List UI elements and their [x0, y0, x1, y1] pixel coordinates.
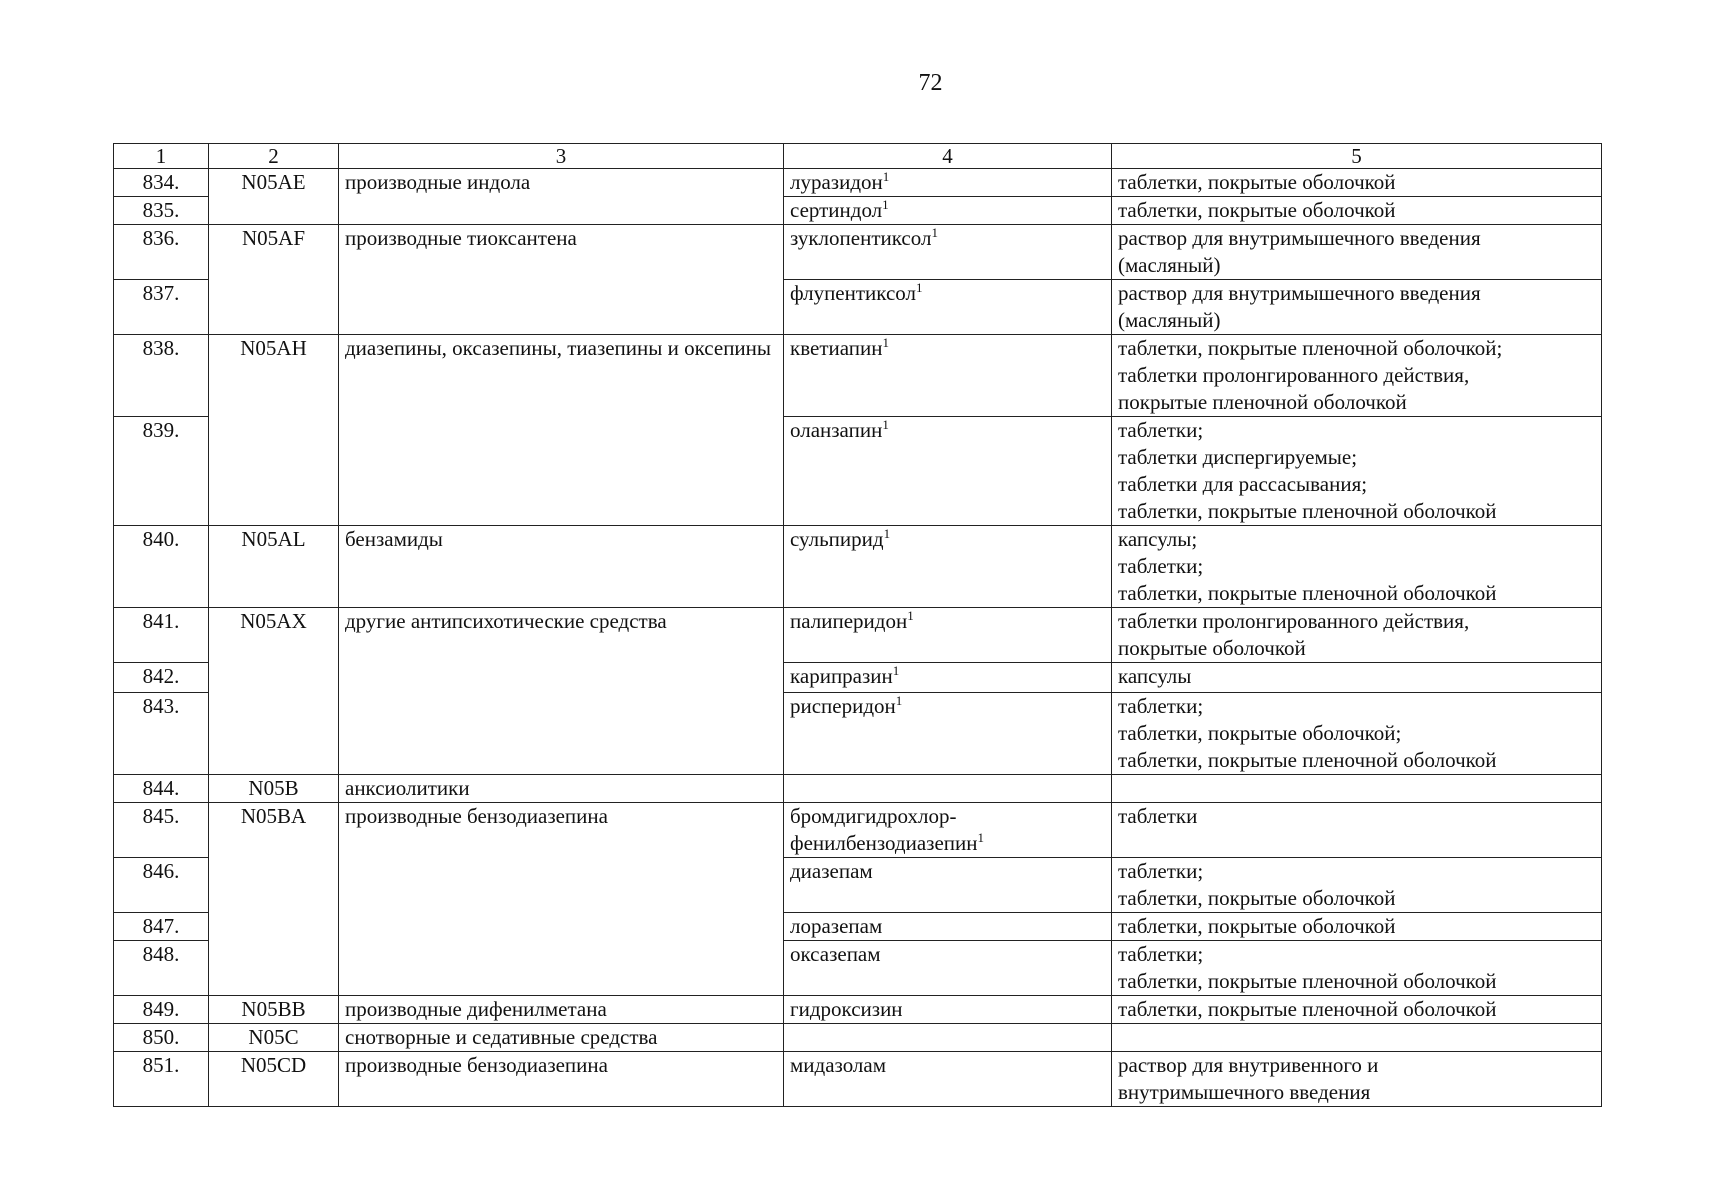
row-number: 837.	[114, 280, 209, 335]
drug-name-cell	[784, 913, 1112, 941]
dosage-form: таблетки; таблетки, покрытые оболочкой; таблетки, покрытые пленочной оболочкой	[1112, 693, 1602, 775]
dosage-form: раствор для внутривенного и внутримышечного введения	[1112, 1052, 1602, 1107]
drug-name-cell	[784, 941, 1112, 996]
footnote-marker: 1	[931, 225, 938, 240]
row-number: 848.	[114, 941, 209, 996]
table-row	[114, 169, 1602, 197]
atc-code: N05BB	[209, 996, 339, 1024]
footnote-marker: 1	[882, 169, 890, 184]
drug-name-cell	[784, 1024, 1112, 1052]
row-number: 841.	[114, 608, 209, 663]
footnote-marker: 1	[882, 335, 889, 350]
dosage-form: таблетки; таблетки, покрытые оболочкой	[1112, 858, 1602, 913]
row-number: 835.	[114, 197, 209, 225]
dosage-form: таблетки; таблетки диспергируемые; таблетки для рассасывания; таблетки, покрытые пленочной оболочкой	[1112, 417, 1602, 526]
drug-name: сульпирид	[790, 527, 884, 551]
atc-code: N05BA	[209, 803, 339, 996]
atc-group-description: диазепины, оксазепины, тиазепины и оксепины	[339, 335, 784, 526]
table-row	[114, 775, 1602, 803]
atc-group-description: производные дифенилметана	[339, 996, 784, 1024]
atc-code: N05AF	[209, 225, 339, 335]
drug-name: кветиапин	[790, 336, 883, 360]
table-row	[114, 1052, 1602, 1107]
page-number: 72	[918, 70, 943, 96]
row-number: 839.	[114, 417, 209, 526]
row-number: 846.	[114, 858, 209, 913]
table-row	[114, 1024, 1602, 1052]
drug-name-cell	[784, 775, 1112, 803]
atc-group-description: производные бензодиазепина	[339, 803, 784, 996]
drug-name-cell	[784, 169, 1112, 197]
dosage-form: капсулы; таблетки; таблетки, покрытые пленочной оболочкой	[1112, 526, 1602, 608]
drug-name-cell	[784, 858, 1112, 913]
atc-code: N05CD	[209, 1052, 339, 1107]
dosage-form: таблетки, покрытые оболочкой	[1112, 913, 1602, 941]
atc-code: N05C	[209, 1024, 339, 1052]
atc-code: N05B	[209, 775, 339, 803]
header-col-3: 3	[339, 144, 784, 169]
dosage-form	[1112, 1024, 1602, 1052]
drug-name: мидазолам	[790, 1053, 887, 1077]
table-row	[114, 996, 1602, 1024]
dosage-form	[1112, 775, 1602, 803]
table-row	[114, 803, 1602, 858]
row-number: 845.	[114, 803, 209, 858]
atc-group-description: снотворные и седативные средства	[339, 1024, 784, 1052]
drug-name-cell	[784, 803, 1112, 858]
header-col-4: 4	[784, 144, 1112, 169]
drug-name: луразидон	[790, 170, 883, 194]
atc-group-description: производные тиоксантена	[339, 225, 784, 335]
drug-name-cell	[784, 608, 1112, 663]
footnote-marker: 1	[882, 197, 889, 212]
drug-name: палиперидон	[790, 609, 908, 633]
atc-code: N05AL	[209, 526, 339, 608]
atc-code: N05AH	[209, 335, 339, 526]
dosage-form: раствор для внутримышечного введения (масляный)	[1112, 280, 1602, 335]
table-header-row	[114, 144, 1602, 169]
atc-group-description: анксиолитики	[339, 775, 784, 803]
row-number: 834.	[114, 169, 209, 197]
drug-name: гидроксизин	[790, 997, 903, 1021]
drug-name-cell	[784, 526, 1112, 608]
atc-group-description: бензамиды	[339, 526, 784, 608]
table-body	[114, 169, 1602, 1107]
drug-name-cell	[784, 693, 1112, 775]
drug-name: флупентиксол	[790, 281, 916, 305]
drug-name: оксазепам	[790, 942, 881, 966]
drug-name-cell	[784, 225, 1112, 280]
atc-group-description: другие антипсихотические средства	[339, 608, 784, 775]
dosage-form: таблетки	[1112, 803, 1602, 858]
dosage-form: капсулы	[1112, 663, 1602, 693]
footnote-marker: 1	[882, 417, 889, 432]
drug-name: бромдигидрохлор- фенилбензодиазепин	[790, 804, 978, 855]
table-row	[114, 608, 1602, 663]
row-number: 840.	[114, 526, 209, 608]
dosage-form: таблетки; таблетки, покрытые пленочной оболочкой	[1112, 941, 1602, 996]
row-number: 851.	[114, 1052, 209, 1107]
drug-name-cell	[784, 996, 1112, 1024]
atc-group-description: производные бензодиазепина	[339, 1052, 784, 1107]
footnote-marker: 1	[895, 693, 903, 708]
drug-name: оланзапин	[790, 418, 883, 442]
row-number: 844.	[114, 775, 209, 803]
row-number: 842.	[114, 663, 209, 693]
dosage-form: таблетки, покрытые пленочной оболочкой	[1112, 996, 1602, 1024]
drug-name-cell	[784, 663, 1112, 693]
row-number: 838.	[114, 335, 209, 417]
dosage-form: таблетки, покрытые пленочной оболочкой; таблетки пролонгированного действия, покрытые пленочной оболочкой	[1112, 335, 1602, 417]
table-row	[114, 526, 1602, 608]
row-number: 847.	[114, 913, 209, 941]
header-col-5: 5	[1112, 144, 1602, 169]
dosage-form: раствор для внутримышечного введения (масляный)	[1112, 225, 1602, 280]
drug-name: рисперидон	[790, 694, 896, 718]
atc-code: N05AE	[209, 169, 339, 225]
drug-name: зуклопентиксол	[790, 226, 932, 250]
drug-name: сертиндол	[790, 198, 883, 222]
dosage-form: таблетки, покрытые оболочкой	[1112, 169, 1602, 197]
header-col-1: 1	[114, 144, 209, 169]
drug-name: карипразин	[790, 664, 893, 688]
footnote-marker: 1	[977, 830, 984, 845]
footnote-marker: 1	[907, 608, 914, 623]
row-number: 850.	[114, 1024, 209, 1052]
atc-code: N05AX	[209, 608, 339, 775]
footnote-marker: 1	[892, 663, 900, 678]
row-number: 836.	[114, 225, 209, 280]
drug-table	[113, 143, 1602, 1107]
drug-name-cell	[784, 197, 1112, 225]
drug-name: лоразепам	[790, 914, 883, 938]
drug-name-cell	[784, 1052, 1112, 1107]
drug-name: диазепам	[790, 859, 873, 883]
drug-name-cell	[784, 335, 1112, 417]
drug-name-cell	[784, 417, 1112, 526]
row-number: 849.	[114, 996, 209, 1024]
row-number: 843.	[114, 693, 209, 775]
table-row	[114, 225, 1602, 280]
atc-group-description: производные индола	[339, 169, 784, 225]
dosage-form: таблетки пролонгированного действия, покрытые оболочкой	[1112, 608, 1602, 663]
header-col-2: 2	[209, 144, 339, 169]
table-row	[114, 335, 1602, 417]
drug-name-cell	[784, 280, 1112, 335]
footnote-marker: 1	[915, 280, 923, 295]
dosage-form: таблетки, покрытые оболочкой	[1112, 197, 1602, 225]
footnote-marker: 1	[883, 526, 891, 541]
